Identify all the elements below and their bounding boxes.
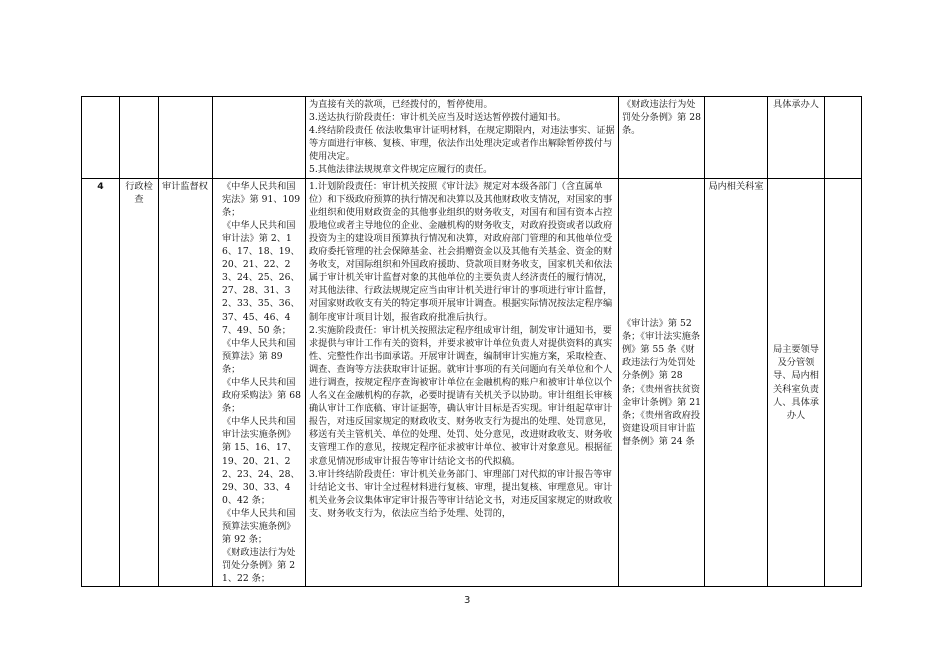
row-number-cell: 4 — [82, 178, 120, 587]
row-note-cell — [825, 178, 862, 587]
row-owner-cell: 具体承办人 — [768, 97, 825, 179]
responsibility-paragraph: 2.实施阶段责任：审计机关按照法定程序组成审计组，制发审计通知书，要求提供与审计工作有关的资料，并要求被审计单位负责人对提供资料的真实性、完整性作出书面承诺。开展审计调查，编制审计实施方案，采取检查、调查、查询等方法获取审计证据。就审计事项的有关问题向有关单位和个人进行调查，按规定程序查询被审计单位在金融机构的账户和被审计单位以个人名义在金融机构的存款，必要时提请有关机关予以协助。审计组组长审核确认审计工作底稿、审计证据等，确认审计目标是否实现。审计组起草审计报告，对违反国家规定的财政收支、财务收支行为提出的处理、处罚意见，移送有关主管机关、单位的处理、处罚、处分意见，改进财政收支、财务收支管理工作的意见，按规定程序征求被审计单位、被审计对象意见。根据征求意见情况形成审计报告等审计结论文书的代拟稿。 — [309, 324, 613, 467]
row-number-cell — [82, 97, 120, 179]
responsibility-line: 4.终结阶段责任 依法收集审计证明材料，在规定期限内，对违法事实、证据等方面进行审核、复核、审理，依法作出处理决定或者作出解除暂停拨付与使用决定。 — [309, 125, 615, 163]
row-basis-cell — [213, 97, 306, 179]
basis-item: 《财政违法行为处罚处分条例》第 21、22 条； — [222, 547, 296, 585]
basis-item: 《中华人民共和国宪法》第 91、109 条； — [222, 180, 301, 218]
row-owner-cell: 局主要领导及分管领导、局内相关科室负责人、具体承办人 — [768, 178, 825, 587]
row-department-cell: 局内相关科室 — [705, 178, 768, 587]
basis-item: 《中华人民共和国审计法实施条例》第 15、16、17、19、20、21、22、23、24、28、29、30、33、40、42 条； — [222, 416, 300, 506]
basis-item: 《中华人民共和国预算法》第 89 条； — [222, 337, 296, 375]
row-name-cell: 审计监督权 — [159, 178, 213, 587]
basis-item: 《中华人民共和国预算法实施条例》第 92 条； — [222, 507, 296, 546]
authority-table — [81, 96, 862, 587]
row-type-cell — [120, 97, 159, 179]
row-penalty-basis-cell: 《财政违法行为处罚处分条例》第 28 条。 — [619, 97, 705, 179]
row-note-cell — [825, 97, 862, 179]
row-basis-cell — [213, 178, 306, 587]
responsibility-line: 5.其他法律法规规章文件规定应履行的责任。 — [309, 164, 493, 176]
row-responsibility-cell — [306, 97, 619, 179]
row-type-cell: 行政检查 — [120, 178, 159, 587]
row-department-cell — [705, 97, 768, 179]
basis-item: 《中华人民共和国政府采购法》第 68 条； — [222, 376, 301, 415]
basis-item: 《中华人民共和国审计法》第 2、16、17、18、19、20、21、22、23、24、25、26、27、28、31、32、33、35、36、37、45、46、47、49、50 条； — [222, 219, 300, 336]
row-responsibility-cell — [306, 178, 619, 587]
responsibility-paragraph: 3.审计终结阶段责任：审计机关业务部门、审理部门对代拟的审计报告等审计结论文书、审计全过程材料进行复核、审理，提出复核、审理意见。审计机关业务会议集体审定审计报告等审计结论文书，对违反国家规定的财政收支、财务收支行为，依法应当给予处理、处罚的， — [309, 468, 613, 519]
page-number: 3 — [464, 595, 471, 606]
responsibility-line: 3.送达执行阶段责任：审计机关应当及时送达暂停拨付通知书。 — [309, 112, 566, 124]
row-penalty-basis-cell: 《审计法》第 52 条；《审计法实施条例》第 55 条《财政违法行为处罚处分条例》第 28 条；《贵州省扶贫资金审计条例》第 21 条；《贵州省政府投资建设项目审计监督条例》第 24 条 — [619, 178, 705, 587]
row-name-cell — [159, 97, 213, 179]
responsibility-paragraph: 1.计划阶段责任：审计机关按照《审计法》规定对本级各部门（含直属单位）和下级政府预算的执行情况和决算以及其他财政收支情况，对国家的事业组织和使用财政资金的其他事业组织的财务收支，对国有和国有资本占控股地位或者主导地位的企业、金融机构的财务收支，对政府投资或者以政府投资为主的建设项目预算执行情况和决算，对政府部门管理的和其他单位受政府委托管理的社会保障基金、社会捐赠资金以及其他有关基金、资金的财务收支，对国际组织和外国政府援助、贷款项目财务收支，国家机关和依法属于审计机关审计监督对象的其他单位的主要负责人经济责任的履行情况，对其他法律、行政法规规定应当由审计机关进行审计的事项进行审计监督，对国家财政收支有关的特定事项开展审计调查。根据实际情况按法定程序编制年度审计项目计划，报省政府批准后执行。 — [309, 180, 613, 323]
table-row — [82, 178, 862, 587]
table-row-continued — [82, 97, 862, 179]
responsibility-line: 为直接有关的款项，已经拨付的，暂停使用。 — [309, 99, 493, 110]
